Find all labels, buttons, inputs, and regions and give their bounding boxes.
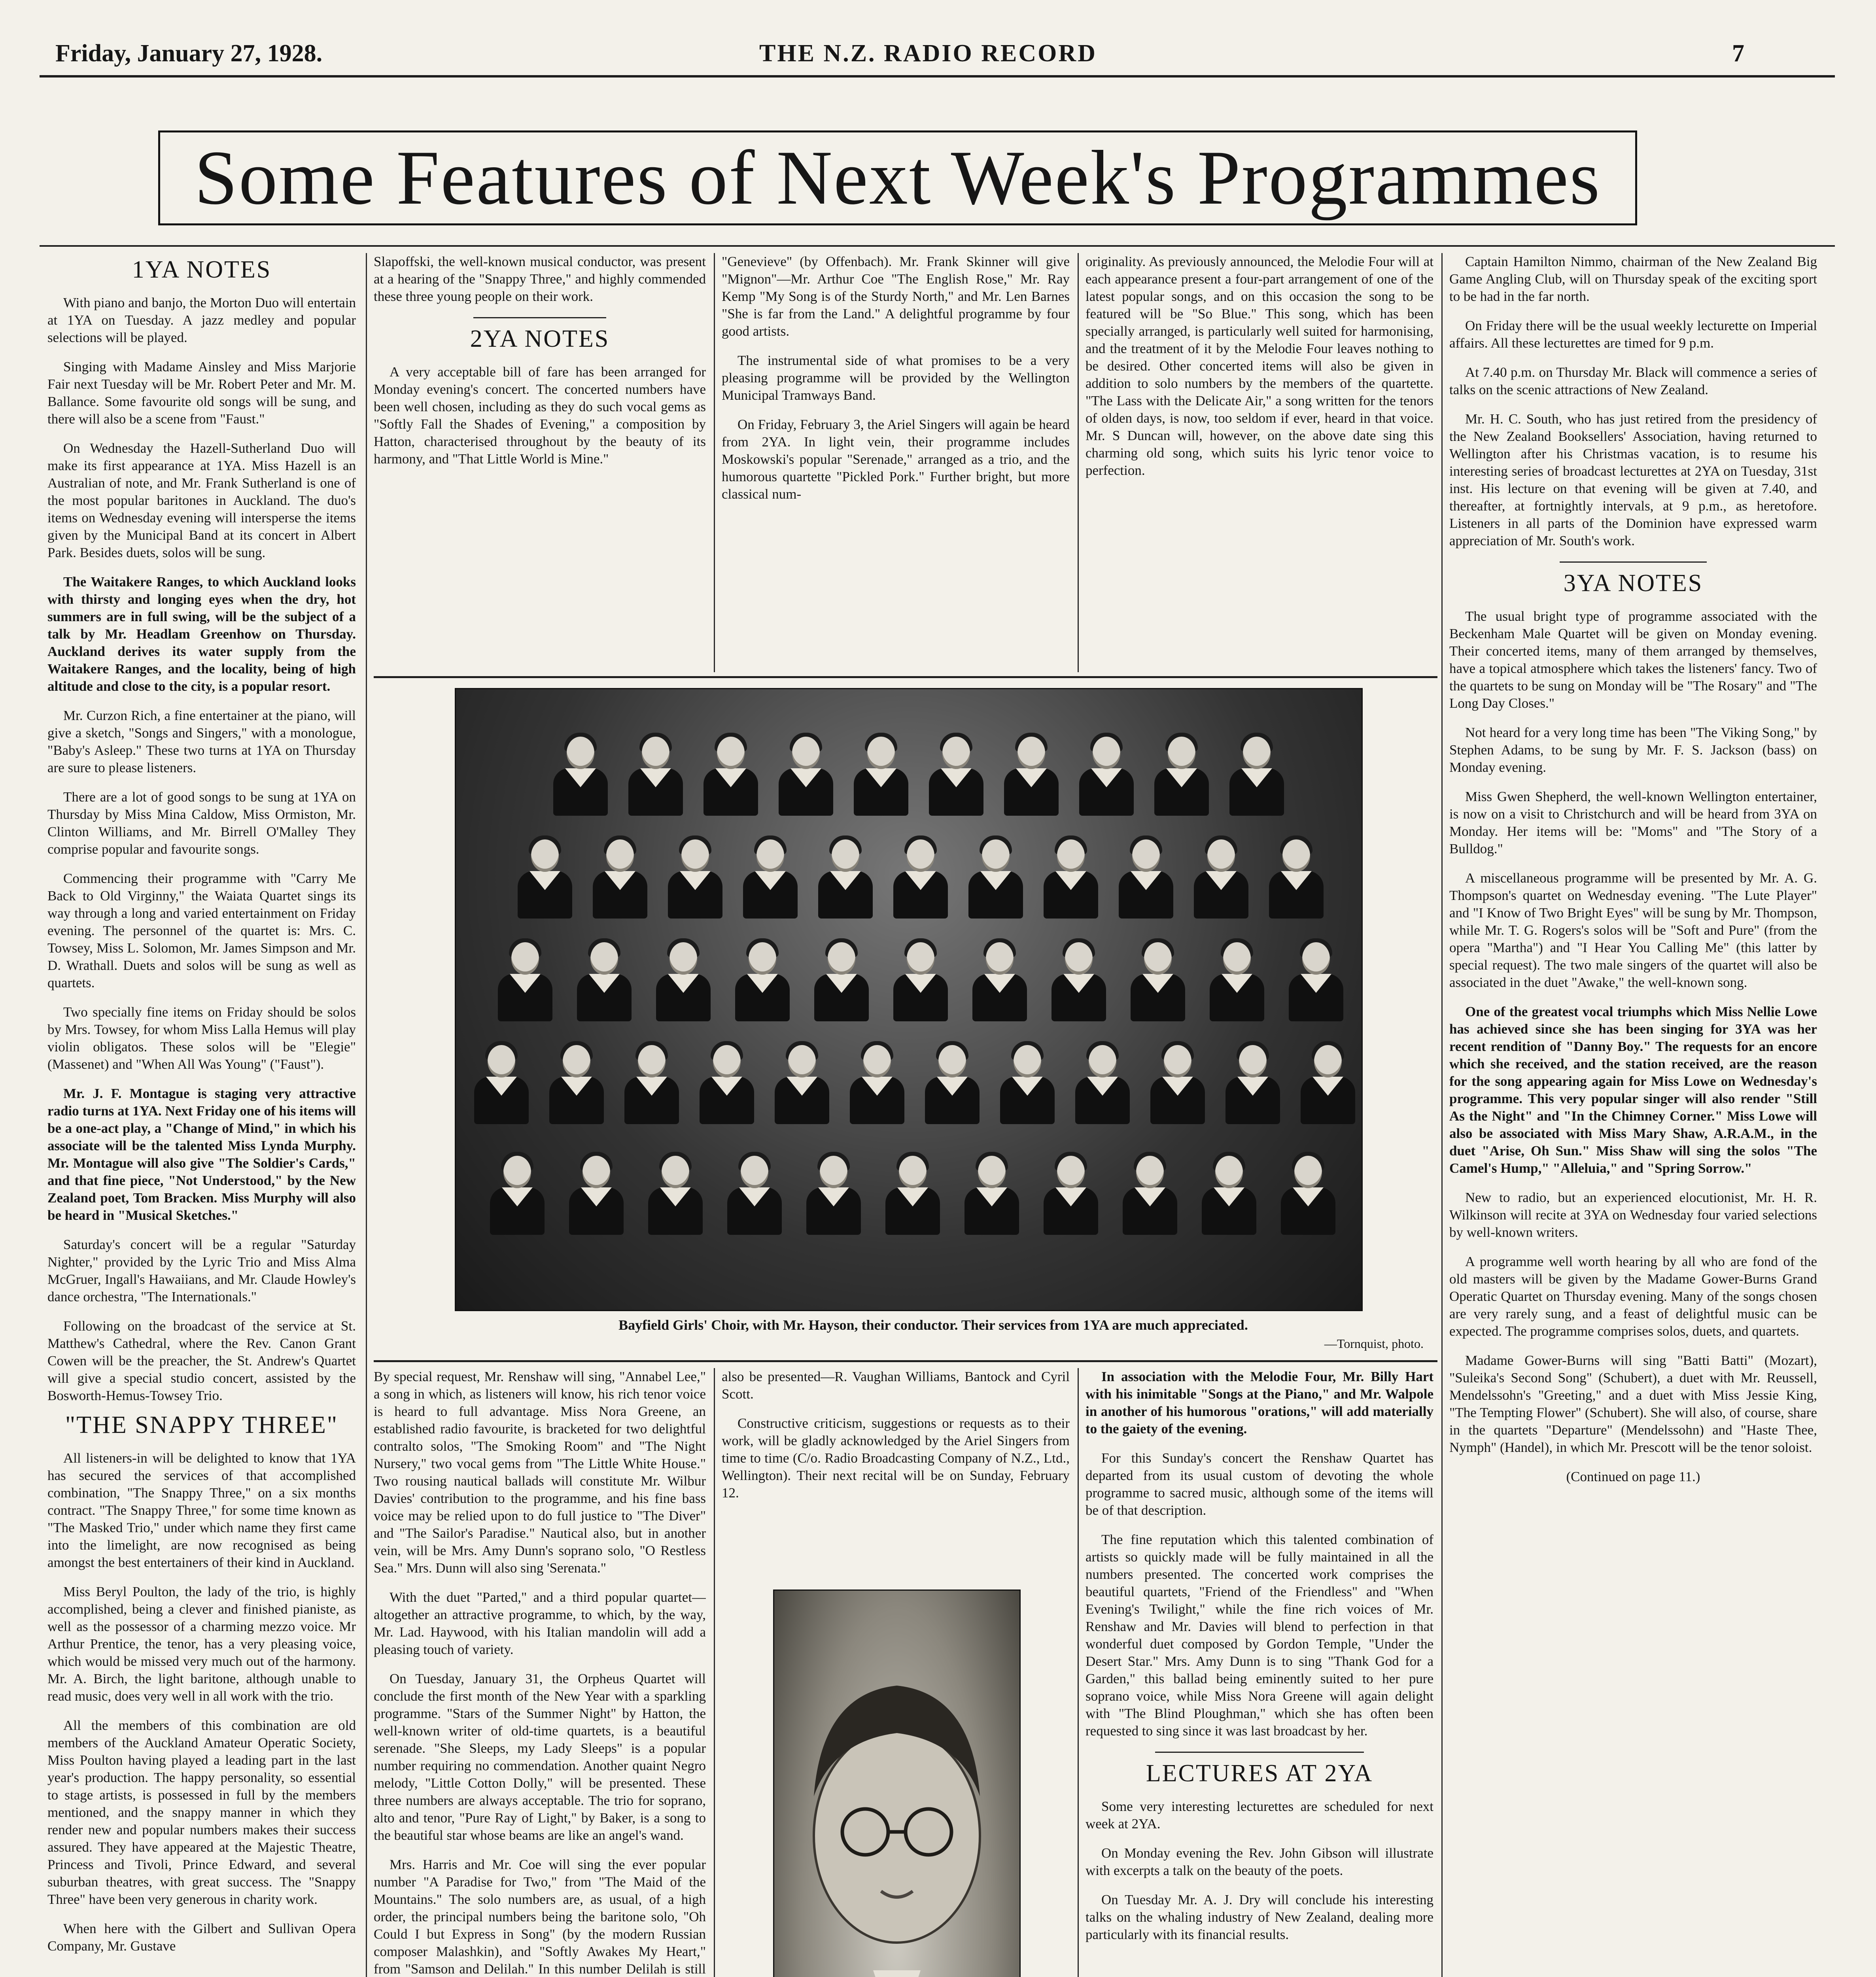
para: "Genevieve" (by Offenbach). Mr. Frank Skinner will give "Mignon"—Mr. Arthur Coe "The English Rose," Mr. Ray Kemp "My Song is of the Sturdy North," and Mr. Len Barnes "She is far from the Land." A delightful programme by four good artists. (722, 254, 1070, 339)
choir-member (488, 1156, 547, 1223)
column-divider (366, 253, 367, 1977)
choir-member (472, 1045, 531, 1112)
choir-member (1041, 1156, 1101, 1223)
column-divider (1078, 1368, 1079, 1977)
para: Singing with Madame Ainsley and Miss Marjorie Fair next Tuesday will be Mr. Robert Peter and Mr. M. Ballance. Some favourite old songs will be sung, and there will also be a scene from "Faust." (47, 359, 356, 427)
para: originality. As previously announced, the Melodie Four will at each appearance present a four-part arrangement of one of the latest popular songs, and on this occasion the song to be featured will be "So Blue." This song, which has been specially arranged, is particularly well suited for harmonising, and the treatment of it by the Melodie Four leaves nothing to be desired. Other concerted items will also be given in addition to solo numbers by the members of the quartette. "The Lass with the Delicate Air," a song written for the tenors of olden days, is now, too seldom if ever, heard in that voice. Mr. S Duncan will, however, on the above date sing this charming old song, which suits his lyric tenor voice to perfection. (1086, 254, 1433, 478)
heading-1ya-notes: 1YA NOTES (132, 256, 272, 283)
para: Slapoffski, the well-known musical conductor, was present at a hearing of the "Snappy Three," and highly commended these three young people on their work. (374, 254, 706, 304)
column-divider (714, 1368, 715, 1977)
para: Constructive criticism, suggestions or requests as to their work, will be gladly acknowledged by the Ariel Singers from time to time (C/o. Radio Broadcasting Company of N.Z., Ltd., Wellington). Their next recital will be on Sunday, February 12. (722, 1416, 1070, 1501)
para: The Waitakere Ranges, to which Auckland looks with thirsty and longing eyes when the dry, hot summers are in full swing, will be the subject of a talk by Mr. Headlam Greenhow on Thursday. Auckland derives its water supply from the Waitakere Ranges, and the locality, being of high altitude and close to the city, is a popular resort. (47, 574, 356, 694)
choir-member (1199, 1156, 1259, 1223)
choir-member (816, 839, 875, 907)
para: In association with the Melodie Four, Mr. Billy Hart with his inimitable "Songs at the Piano," and Mr. Walpole in another of his humorous "orations," will add materially to the gaiety of the evening. (1086, 1369, 1433, 1436)
para: Mr. H. C. South, who has just retired from the presidency of the New Zealand Booksellers' Association, having returned to Wellington after his Christmas vacation, is to resume his interesting series of broadcast lecturettes at 2YA on Tuesday, 31st inst. His lecture on that evening will be given at 7.40, and thereafter, at fortnightly intervals, at 9 p.m., as heretofore. Listeners in all parts of the Dominion have expressed warm appreciation of Mr. South's work. (1449, 411, 1817, 548)
choir-member (1041, 839, 1101, 907)
para: Commencing their programme with "Carry Me Back to Old Virginny," the Waiata Quartet sings its way through a long and varied entertainment on Friday evening. The personnel of the quartet is: Mrs. C. Towsey, Miss L. Solomon, Mr. James Simpson and Mr. D. Wrathall. Duets and solos will be sung as well as quartets. (47, 871, 356, 990)
photo-top-rule (374, 676, 1437, 678)
choir-member (1120, 1156, 1180, 1223)
heading-lectures: LECTURES AT 2YA (1146, 1760, 1373, 1787)
choir-member (1207, 942, 1267, 1009)
para: With piano and banjo, the Morton Duo will entertain at 1YA on Tuesday. A jazz medley and popular selections will be played. (47, 295, 356, 345)
portrait-figure (774, 1591, 1019, 1977)
column-2ya-lower-3 (1086, 1368, 1433, 1977)
choir-member (626, 737, 685, 804)
portrait-photo (773, 1590, 1021, 1977)
choir-member (970, 942, 1029, 1009)
choir-member (741, 839, 800, 907)
para: With the duet "Parted," and a third popular quartet—altogether an attractive programme, to which, by the way, Mr. Lad. Haywood, with his Italian mandolin will add a pleasing touch of variety. (374, 1590, 706, 1657)
column-1ya (47, 253, 356, 1977)
header-rule (40, 75, 1835, 77)
choir-member (1286, 942, 1346, 1009)
choir-member (1077, 737, 1136, 804)
choir-member (847, 1045, 907, 1112)
para: On Monday evening the Rev. John Gibson will illustrate with excerpts a talk on the beauty of the poets. (1086, 1845, 1433, 1878)
column-3ya (1449, 253, 1817, 1977)
para: The usual bright type of programme associated with the Beckenham Male Quartet will be given on Monday evening. Their concerted items, many of them arranged by themselves, have a topical atmosphere which takes the listeners' fancy. Two of the quartets to be sung on Monday will be "The Rosary" and "The Long Day Closes." (1449, 609, 1817, 711)
para: Some very interesting lecturettes are scheduled for next week at 2YA. (1086, 1799, 1433, 1831)
choir-member (923, 1045, 982, 1112)
choir-member (495, 942, 555, 1009)
choir-member (515, 839, 575, 907)
choir-member (1278, 1156, 1338, 1223)
para: By special request, Mr. Renshaw will sing, "Annabel Lee," a song in which, as listeners will know, his rich tenor voice is heard to full advantage. Miss Nora Greene, an established radio favourite, is bracketed for two delightful contralto solos, "The Smoking Room" and "The Night Nursery," two vocal gems from "The Little White House." Two rousing nautical ballads will constitute Mr. Wilbur Davies' contribution to the programme, and his fine bass voice may be relied upon to do full justice to "The Diver" and "The Sailor's Paradise." Nautical also, but in another vein, will be Mrs. Amy Dunn's soprano solo, "O Restless Sea." Mrs. Dunn will also sing 'Serenata." (374, 1369, 706, 1576)
choir-member (927, 737, 986, 804)
para: Not heard for a very long time has been "The Viking Song," by Stephen Adams, to be sung by Mr. F. S. Jackson (bass) on Monday evening. (1449, 725, 1817, 775)
para: Following on the broadcast of the service at St. Matthew's Cathedral, where the Rev. Canon Grant Cowen will be the preacher, the St. Andrew's Quartet will give a special studio concert, assisted by the Bosworth-Hemus-Towsey Trio. (47, 1318, 356, 1403)
choir-member (891, 839, 950, 907)
choir-member (1191, 839, 1251, 907)
continued-note: (Continued on page 11.) (1566, 1469, 1700, 1484)
choir-member (1227, 737, 1286, 804)
choir-member (654, 942, 713, 1009)
column-divider (1441, 253, 1443, 1977)
banner-rule (40, 245, 1835, 247)
choir-member (1073, 1045, 1132, 1112)
para: At 7.40 p.m. on Thursday Mr. Black will commence a series of talks on the scenic attractions of New Zealand. (1449, 365, 1817, 397)
para: Miss Beryl Poulton, the lady of the trio, is highly accomplished, being a clever and finished pianiste, as well as the possessor of a charming mezzo voice. Mr Arthur Prentice, the tenor, has a very pleasing voice, which would be missed very much out of the harmony. Mr. A. Birch, the light baritone, although unable to read music, does very well in all work with the trio. (47, 1584, 356, 1704)
para: The instrumental side of what promises to be a very pleasing programme will be provided by the Wellington Municipal Tramways Band. (722, 353, 1070, 403)
choir-member (725, 1156, 784, 1223)
choir-member (622, 1045, 681, 1112)
choir-member (733, 942, 792, 1009)
para: Mr. J. F. Montague is staging very attractive radio turns at 1YA. Next Friday one of his items will be a one-act play, a "Change of Mind," in which his associate will be the talented Miss Lynda Murphy. Mr. Montague will also give "The Soldier's Cards," and that fine piece, "Not Understood," by the New Zealand poet, Tom Bracken. Miss Murphy will also be heard in "Musical Sketches." (47, 1086, 356, 1223)
para: On Friday there will be the usual weekly lecturette on Imperial affairs. All these lecturettes are timed for 9 p.m. (1449, 318, 1817, 351)
choir-member (646, 1156, 705, 1223)
masthead: THE N.Z. RADIO RECORD (759, 40, 1097, 67)
choir-member (1152, 737, 1211, 804)
choir-member (891, 942, 950, 1009)
para: There are a lot of good songs to be sung at 1YA on Thursday by Miss Mina Caldow, Miss Ormiston, Mr. Clinton Williams, and Mr. Birrell O'Malley They comprise popular and favourite songs. (47, 789, 356, 857)
column-2ya-lower (374, 1368, 706, 1977)
para: Captain Hamilton Nimmo, chairman of the New Zealand Big Game Angling Club, will on Thursday speak of the exciting sport to be had in the far north. (1449, 254, 1817, 304)
choir-member (998, 1045, 1057, 1112)
column-2ya-upper-3 (1086, 253, 1433, 668)
choir-member (701, 737, 760, 804)
choir-member (1116, 839, 1176, 907)
para: When here with the Gilbert and Sullivan Opera Company, Mr. Gustave (47, 1921, 356, 1954)
para: A miscellaneous programme will be presented by Mr. A. G. Thompson's quartet on Wednesday evening. "The Lute Player" and "I Know of Two Bright Eyes" will be sung by Mr. Thompson, while Mr. T. G. Rogers's solos will be "Soft and Pure" (from the opera "Martha") and "I Hear You Calling Me" (this latter by special request). The two male singers of the quartet will also be associated in the duet "Awake," the well-known song. (1449, 870, 1817, 990)
choir-member (567, 1156, 626, 1223)
para: On Friday, February 3, the Ariel Singers will again be heard from 2YA. In light vein, their programme includes Moskowski's popular "Serenade," arranged as a trio, and the humorous quartette "Pickled Pork." Further bright, but more classical num- (722, 417, 1070, 502)
choir-member (547, 1045, 606, 1112)
choir-member (962, 1156, 1021, 1223)
banner-title: Some Features of Next Week's Programmes (194, 135, 1601, 221)
para: One of the greatest vocal triumphs which Miss Nellie Lowe has achieved since she has been singing for 3YA was her recent rendition of "Danny Boy." The requests for an encore which she received, and the station received, are the reason for the song appearing again for Miss Lowe on Wednesday's programme. This very popular singer will also render "Still As the Night" and "In the Chimney Corner." Miss Lowe will also be associated with Miss Mary Shaw, A.R.A.M., in the duet "Arise, Oh Sun." Miss Shaw will sing the solos "The Camel's Hump," "Alleluia," and "Spring Sorrow." (1449, 1004, 1817, 1176)
choir-member (1049, 942, 1108, 1009)
para: Saturday's concert will be a regular "Saturday Nighter," provided by the Lyric Trio and Miss Alma McGruer, Ingall's Hawaiians, and Mr. Claude Howley's dance orchestra, "The Internationals." (47, 1237, 356, 1304)
choir-member (1128, 942, 1188, 1009)
choir-member (1002, 737, 1061, 804)
para: All listeners-in will be delighted to know that 1YA has secured the services of that accomplished combination, "The Snappy Three," on a six months contract. "The Snappy Three," for some time known as "The Masked Trio," under which name they first came into the limelight, are now recognised as being amongst the best entertainers of their kind in Auckland. (47, 1450, 356, 1570)
choir-member (551, 737, 610, 804)
choir-member (590, 839, 650, 907)
choir-member (772, 1045, 832, 1112)
choir-member (804, 1156, 863, 1223)
column-divider (714, 253, 715, 672)
column-2ya-lower-2-top (722, 1368, 1070, 1605)
choir-member (697, 1045, 756, 1112)
choir-member (1267, 839, 1326, 907)
page-number: 7 (1732, 40, 1744, 67)
para: New to radio, but an experienced elocutionist, Mr. H. R. Wilkinson will recite at 3YA on Wednesday four varied selections by well-known writers. (1449, 1190, 1817, 1240)
para: also be presented—R. Vaughan Williams, Bantock and Cyril Scott. (722, 1369, 1070, 1402)
para: On Tuesday Mr. A. J. Dry will conclude his interesting talks on the whaling industry of New Zealand, dealing more particularly with its financial results. (1086, 1892, 1433, 1942)
column-divider (1078, 253, 1079, 672)
choir-member (812, 942, 871, 1009)
choir-photo (455, 688, 1363, 1311)
choir-member (1148, 1045, 1207, 1112)
para: For this Sunday's concert the Renshaw Quartet has departed from its usual custom of devoting the whole programme to sacred music, although some of the items will be of that description. (1086, 1450, 1433, 1518)
para: The fine reputation which this talented combination of artists so quickly made will be fully maintained in all the numbers presented. The concerted work comprises the beautiful quartets, "Friend of the Friendless" and "When Evening's Twilight," while the fine rich voices of Mr. Renshaw and Mr. Davies will blend to perfection in that wonderful duet composed by Gordon Temple, "Under the Desert Star." Mrs. Amy Dunn is to sing "Thank God for a Garden," this ballad being eminently suited to her pure soprano voice, while Miss Nora Greene will again delight with "The Blind Ploughman," which she has often been requested to sing since it was last broadcast by her. (1086, 1532, 1433, 1739)
issue-date: Friday, January 27, 1928. (55, 40, 323, 67)
choir-caption: Bayfield Girls' Choir, with Mr. Hayson, their conductor. Their services from 1YA are much appreciated. (618, 1317, 1248, 1333)
photo-bottom-rule (374, 1360, 1437, 1362)
para: Miss Gwen Shepherd, the well-known Wellington entertainer, is now on a visit to Christchurch and will be heard from 3YA on Monday. Her items will be: "Moms" and "The Story of a Bulldog." (1449, 789, 1817, 856)
para: Two specially fine items on Friday should be solos by Mrs. Towsey, for whom Miss Lalla Hemus will play violin obligatos. These solos will be "Elegie" (Massenet) and "When All Was Young" ("Faust"). (47, 1004, 356, 1072)
heading-2ya-notes: 2YA NOTES (470, 325, 610, 352)
choir-photo-credit: —Tornquist, photo. (1324, 1336, 1424, 1351)
choir-member (883, 1156, 942, 1223)
heading-3ya-notes: 3YA NOTES (1563, 570, 1703, 597)
column-2ya-upper (374, 253, 706, 668)
para: Mr. Curzon Rich, a fine entertainer at the piano, will give a sketch, "Songs and Singers," with a monologue, "Baby's Asleep." These two turns at 1YA on Thursday are sure to please listeners. (47, 708, 356, 775)
para: A programme well worth hearing by all who are fond of the old masters will be given by the Madame Gower-Burns Grand Operatic Quartet on Thursday evening. Many of the songs chosen are very rarely sung, and a feast of delightful music can be expected. The programme comprises solos, duets, and quartets. (1449, 1254, 1817, 1339)
choir-member (1223, 1045, 1282, 1112)
heading-snappy-three: "THE SNAPPY THREE" (65, 1412, 339, 1438)
para: A very acceptable bill of fare has been arranged for Monday evening's concert. The concerted numbers have been well chosen, including as they do such vocal gems as "Softly Fall the Shades of Evening," a composition by Hatton, characterised throughout by the beauty of its harmony, and "That Little World is Mine." (374, 364, 706, 467)
choir-member (966, 839, 1025, 907)
para: Madame Gower-Burns will sing "Batti Batti" (Mozart), "Suleika's Second Song" (Schubert), a duet with Mr. Reussell, Mendelssohn's "Greeting," and a duet with Miss Jessie King, "The Tempting Flower" (Schubert). She will also, of course, share in the quartets "Departure" (Mendelssohn) and "Haste Thee, Nymph" (Handel), in which Mr. Prescott will be the tenor soloist. (1449, 1353, 1817, 1455)
choir-member (575, 942, 634, 1009)
para: Mrs. Harris and Mr. Coe will sing the ever popular number "A Paradise for Two," from "The Maid of the Mountains." The solo numbers are, as usual, of a high order, the principal numbers being the baritone solo, "Oh Could I but Express in Song" (by the modern Russian composer Malashkin), and "Softly Awakes My Heart," from "Samson and Delilah." In this number Delilah is still (374, 1857, 706, 1977)
choir-member (666, 839, 725, 907)
para: On Wednesday the Hazell-Sutherland Duo will make its first appearance at 1YA. Miss Hazell is an Australian of note, and Mr. Frank Sutherland is one of the most popular baritones in Auckland. The duo's items on Wednesday evening will intersperse the items given by the Municipal Band at its concert in Albert Park. Besides duets, solos will be sung. (47, 440, 356, 560)
choir-member (776, 737, 836, 804)
column-2ya-upper-2 (722, 253, 1070, 668)
banner-box (158, 130, 1637, 225)
para: All the members of this combination are old members of the Auckland Amateur Operatic Society, Miss Poulton having played a leading part in the last year's production. The happy personality, so essential to stage artists, is possessed in full by the members mentioned, and the snappy manner in which they render new and popular numbers makes their success assured. They have appeared at the Majestic Theatre, Princess and Tivoli, Prince Edward, and several suburban theatres, with great success. The "Snappy Three" have been very generous in charity work. (47, 1718, 356, 1907)
choir-member (1298, 1045, 1358, 1112)
para: On Tuesday, January 31, the Orpheus Quartet will conclude the first month of the New Year with a sparkling programme. "Stars of the Summer Night" by Hatton, the well-known writer of old-time quartets, is a beautiful serenade. "She Sleeps, my Lady Sleeps" is a popular number requiring no commendation. Another quaint Negro melody, "Little Cotton Dolly," will be presented. These three numbers are always acceptable. The trio for soprano, alto and tenor, "Pure Ray of Light," by Baker, is a song to the beautiful star whose beams are like an angel's wand. (374, 1671, 706, 1843)
choir-member (851, 737, 911, 804)
